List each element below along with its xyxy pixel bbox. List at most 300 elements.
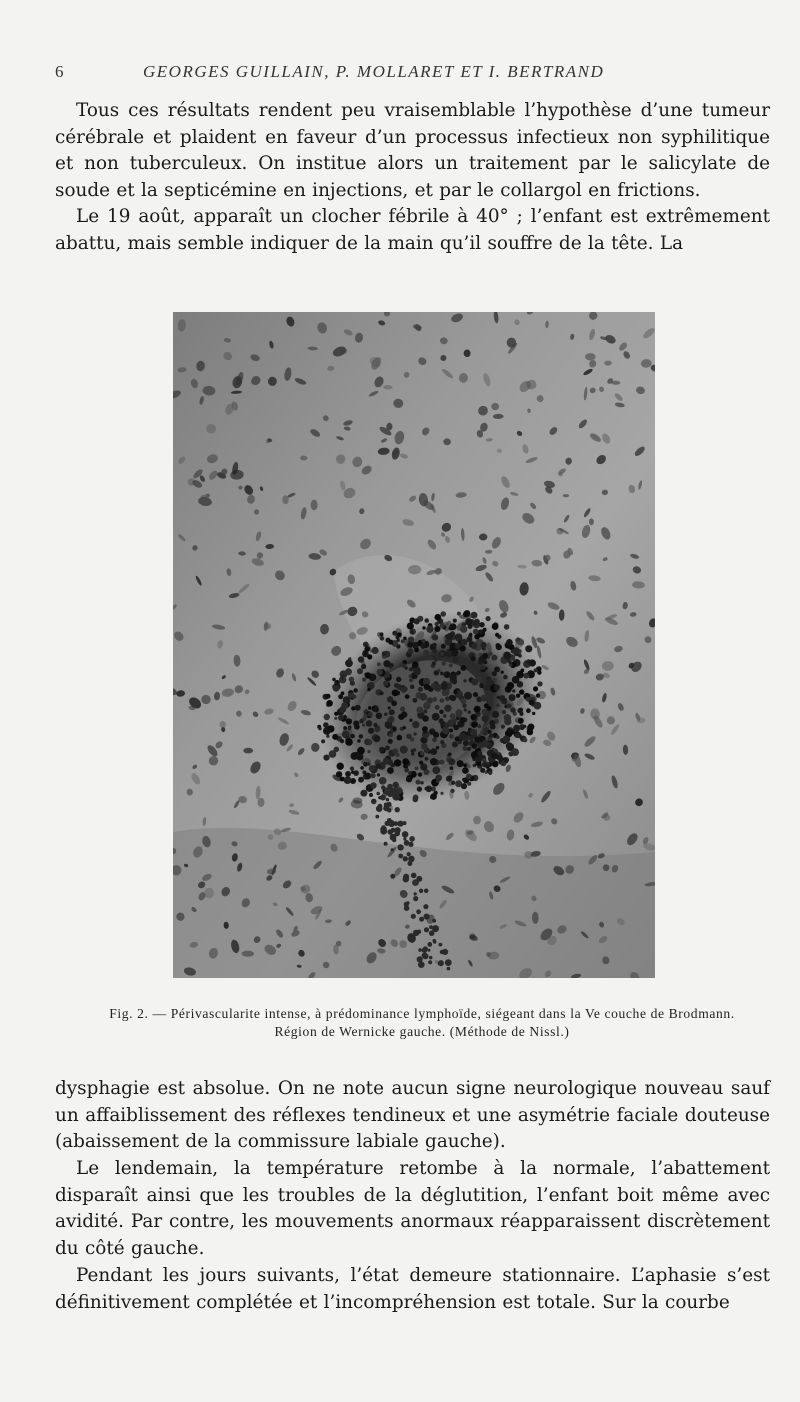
figure-caption-line-1: Fig. 2. — Périvascularite intense, à prédominance lymphoïde, siégeant dans la Ve couche de Brodmann.: [109, 1006, 735, 1021]
lymphocyte-cell: [326, 694, 331, 699]
lymphocyte-cell: [430, 758, 437, 765]
lymphocyte-cell: [446, 657, 449, 660]
lymphocyte-cell: [457, 760, 464, 767]
lymphocyte-cell: [383, 681, 388, 686]
lymphocyte-cell: [471, 612, 478, 619]
lymphocyte-cell: [351, 771, 354, 774]
lymphocyte-cell: [348, 657, 351, 660]
lymphocyte-cell: [334, 680, 340, 686]
lymphocyte-cell: [420, 763, 427, 770]
lymphocyte-cell: [406, 734, 411, 739]
lymphocyte-cell: [477, 724, 481, 728]
micrograph-image: [173, 312, 655, 978]
lymphocyte-cell: [456, 717, 459, 720]
lymphocyte-cell: [464, 610, 471, 617]
lymphocyte-cell: [413, 797, 419, 803]
lymphocyte-cell: [472, 744, 477, 749]
lymphocyte-cell: [353, 688, 357, 692]
lymphocyte-cell: [492, 623, 499, 630]
lymphocyte-cell: [389, 733, 393, 737]
lymphocyte-cell: [448, 776, 452, 780]
lymphocyte-cell: [413, 732, 416, 735]
lymphocyte-cell: [513, 725, 520, 732]
lymphocyte-cell: [483, 628, 487, 632]
lymphocyte-cell: [496, 735, 500, 739]
lymphocyte-cell: [455, 709, 462, 716]
lymphocyte-cell: [471, 679, 478, 686]
lymphocyte-cell: [519, 708, 523, 712]
lymphocyte-cell: [512, 676, 520, 684]
lymphocyte-cell: [453, 690, 457, 694]
lymphocyte-cell: [482, 762, 488, 768]
lymphocyte-cell: [387, 784, 393, 790]
lymphocyte-cell: [474, 634, 480, 640]
lymphocyte-cell: [462, 746, 467, 751]
lymphocyte-cell: [402, 758, 409, 765]
lymphocyte-cell: [473, 692, 478, 697]
lymphocyte-cell: [338, 715, 344, 721]
lymphocyte-cell: [507, 703, 512, 708]
lymphocyte-cell: [444, 722, 450, 728]
paragraph-1: [55, 98, 770, 204]
lymphocyte-cell: [473, 629, 479, 635]
lymphocyte-cell: [419, 889, 423, 893]
lymphocyte-cell: [449, 729, 453, 733]
lymphocyte-cell: [351, 706, 355, 710]
lymphocyte-cell: [501, 671, 504, 674]
lymphocyte-cell: [392, 748, 398, 754]
lymphocyte-cell: [360, 766, 364, 770]
lymphocyte-cell: [368, 706, 372, 710]
lymphocyte-cell: [352, 694, 356, 698]
lymphocyte-cell: [450, 789, 454, 793]
paragraph-2: [55, 204, 770, 257]
lymphocyte-cell: [459, 733, 467, 741]
lymphocyte-cell: [324, 714, 330, 720]
lymphocyte-cell: [419, 693, 427, 701]
lymphocyte-cell: [479, 622, 484, 627]
paragraph-5: [55, 1263, 770, 1316]
lymphocyte-cell: [417, 786, 422, 791]
lymphocyte-cell: [468, 624, 473, 629]
lymphocyte-cell: [496, 644, 502, 650]
lymphocyte-cell: [503, 735, 511, 743]
lymphocyte-cell: [432, 766, 440, 774]
lymphocyte-cell: [520, 669, 524, 673]
lymphocyte-cell: [376, 713, 383, 720]
lymphocyte-cell: [473, 621, 478, 626]
lymphocyte-cell: [366, 720, 372, 726]
lymphocyte-cell: [421, 644, 426, 649]
lymphocyte-cell: [430, 793, 437, 800]
lymphocyte-cell: [376, 792, 380, 796]
lymphocyte-cell: [432, 738, 437, 743]
page-number: 6: [55, 62, 65, 81]
lymphocyte-cell: [403, 874, 409, 880]
lymphocyte-cell: [464, 692, 472, 700]
lymphocyte-cell: [503, 675, 508, 680]
lymphocyte-cell: [480, 642, 486, 648]
lymphocyte-cell: [440, 672, 444, 676]
lymphocyte-cell: [491, 753, 498, 760]
lymphocyte-cell: [334, 712, 338, 716]
running-title: GEORGES GUILLAIN, P. MOLLARET ET I. BERTRAND: [143, 62, 605, 81]
lymphocyte-cell: [412, 661, 419, 668]
lymphocyte-cell: [369, 793, 373, 797]
lymphocyte-cell: [357, 668, 363, 674]
lymphocyte-cell: [413, 748, 417, 752]
lymphocyte-cell: [467, 782, 471, 786]
lymphocyte-cell: [526, 708, 531, 713]
lymphocyte-cell: [350, 734, 355, 739]
lymphocyte-cell: [432, 925, 439, 932]
lymphocyte-cell: [323, 722, 329, 728]
lymphocyte-cell: [379, 747, 384, 752]
lymphocyte-cell: [529, 659, 536, 666]
lymphocyte-cell: [362, 717, 366, 721]
lymphocyte-cell: [450, 623, 457, 630]
lymphocyte-cell: [424, 914, 430, 920]
lymphocyte-cell: [362, 724, 365, 727]
lymphocyte-cell: [411, 873, 417, 879]
lymphocyte-cell: [428, 949, 431, 952]
lymphocyte-cell: [396, 677, 401, 682]
lymphocyte-cell: [461, 639, 468, 646]
lymphocyte-cell: [497, 635, 501, 639]
lymphocyte-cell: [359, 734, 364, 739]
lymphocyte-cell: [341, 691, 345, 695]
lymphocyte-cell: [345, 659, 353, 667]
lymphocyte-cell: [483, 695, 486, 698]
lymphocyte-cell: [442, 949, 448, 955]
lymphocyte-cell: [378, 804, 383, 809]
lymphocyte-cell: [423, 702, 431, 710]
lymphocyte-cell: [383, 758, 390, 765]
lymphocyte-cell: [341, 675, 345, 679]
lymphocyte-cell: [434, 626, 440, 632]
lymphocyte-cell: [404, 902, 409, 907]
lymphocyte-cell: [368, 728, 374, 734]
lymphocyte-cell: [346, 718, 352, 724]
lymphocyte-cell: [392, 689, 399, 696]
lymphocyte-cell: [340, 739, 344, 743]
lymphocyte-cell: [452, 656, 458, 662]
lymphocyte-cell: [421, 743, 428, 750]
lymphocyte-cell: [450, 695, 456, 701]
lymphocyte-cell: [450, 766, 454, 770]
lymphocyte-cell: [534, 702, 542, 710]
lymphocyte-cell: [463, 740, 469, 746]
lymphocyte-cell: [520, 712, 524, 716]
lymphocyte-cell: [414, 618, 420, 624]
lymphocyte-cell: [436, 746, 439, 749]
lymphocyte-cell: [493, 678, 497, 682]
lymphocyte-cell: [423, 710, 427, 714]
lymphocyte-cell: [455, 643, 461, 649]
lymphocyte-cell: [453, 619, 457, 623]
lymphocyte-cell: [510, 707, 516, 713]
lymphocyte-cell: [486, 679, 493, 686]
lymphocyte-cell: [494, 685, 500, 691]
lymphocyte-cell: [380, 826, 387, 833]
lymphocyte-cell: [432, 643, 436, 647]
lymphocyte-cell: [479, 683, 484, 688]
lymphocyte-cell: [423, 729, 427, 733]
lymphocyte-cell: [387, 767, 394, 774]
lymphocyte-cell: [434, 658, 438, 662]
lymphocyte-cell: [377, 662, 381, 666]
lymphocyte-cell: [421, 639, 425, 643]
lymphocyte-cell: [348, 727, 352, 731]
lymphocyte-cell: [396, 636, 400, 640]
lymphocyte-cell: [403, 726, 406, 729]
lymphocyte-cell: [516, 637, 520, 641]
lymphocyte-cell: [418, 772, 422, 776]
lymphocyte-cell: [388, 706, 391, 709]
lymphocyte-cell: [471, 643, 478, 650]
lymphocyte-cell: [414, 892, 417, 895]
lymphocyte-cell: [409, 719, 412, 722]
lymphocyte-cell: [445, 959, 452, 966]
lymphocyte-cell: [387, 791, 393, 797]
lymphocyte-cell: [448, 753, 452, 757]
lymphocyte-cell: [514, 733, 519, 738]
lymphocyte-cell: [374, 727, 380, 733]
lymphocyte-cell: [414, 668, 421, 675]
lymphocyte-cell: [473, 764, 477, 768]
lymphocyte-cell: [506, 742, 513, 749]
lymphocyte-cell: [497, 696, 500, 699]
lymphocyte-cell: [403, 637, 407, 641]
lymphocyte-cell: [447, 967, 451, 971]
lymphocyte-cell: [345, 668, 352, 675]
lymphocyte-cell: [380, 636, 385, 641]
lymphocyte-cell: [435, 622, 439, 626]
lymphocyte-cell: [446, 633, 453, 640]
lymphocyte-cell: [430, 657, 434, 661]
lymphocyte-cell: [345, 738, 353, 746]
lymphocyte-cell: [407, 622, 414, 629]
lymphocyte-cell: [397, 844, 403, 850]
lymphocyte-cell: [492, 711, 499, 718]
lymphocyte-cell: [419, 917, 424, 922]
lymphocyte-cell: [446, 698, 449, 701]
lymphocyte-cell: [344, 776, 352, 784]
lymphocyte-cell: [397, 821, 403, 827]
lymphocyte-cell: [441, 644, 446, 649]
lymphocyte-cell: [440, 652, 444, 656]
lymphocyte-cell: [426, 626, 433, 633]
lymphocyte-cell: [418, 961, 425, 968]
lymphocyte-cell: [433, 732, 439, 738]
lymphocyte-cell: [424, 618, 429, 623]
lymphocyte-cell: [416, 780, 421, 785]
lymphocyte-cell: [512, 689, 515, 692]
lymphocyte-cell: [395, 807, 400, 812]
lymphocyte-cell: [533, 686, 538, 691]
lymphocyte-cell: [407, 642, 413, 648]
lymphocyte-cell: [387, 808, 392, 813]
paragraph-4: [55, 1156, 770, 1262]
lymphocyte-cell: [481, 715, 488, 722]
lymphocyte-cell: [427, 942, 432, 947]
lymphocyte-cell: [536, 693, 540, 697]
lymphocyte-cell: [523, 738, 528, 743]
paragraph-2-text: Le 19 août, apparaît un clocher fébrile à 40° ; l’enfant est extrêmement abattu, mais semble indiquer de la main qu’il souffre de la tête. La: [55, 206, 770, 254]
lymphocyte-cell: [413, 698, 418, 703]
lymphocyte-cell: [374, 735, 381, 742]
lymphocyte-cell: [351, 752, 359, 760]
lymphocyte-cell: [323, 727, 331, 735]
paragraph-5-text: Pendant les jours suivants, l’état demeure stationnaire. L’aphasie s’est définitivement complétée et l’incompréhension est totale. Sur la courbe: [55, 1265, 770, 1313]
lymphocyte-cell: [371, 773, 376, 778]
lymphocyte-cell: [439, 943, 443, 947]
lymphocyte-cell: [333, 685, 340, 692]
lymphocyte-cell: [440, 698, 445, 703]
lymphocyte-cell: [357, 739, 361, 743]
lymphocyte-cell: [331, 751, 335, 755]
lymphocyte-cell: [439, 718, 444, 723]
lymphocyte-cell: [439, 710, 444, 715]
lymphocyte-cell: [432, 634, 438, 640]
lymphocyte-cell: [507, 682, 514, 689]
lymphocyte-cell: [394, 827, 400, 833]
lymphocyte-cell: [474, 737, 480, 743]
lymphocyte-cell: [420, 751, 424, 755]
lymphocyte-cell: [482, 653, 488, 659]
lymphocyte-cell: [400, 746, 408, 754]
lymphocyte-cell: [470, 729, 477, 736]
lymphocyte-cell: [529, 700, 535, 706]
lymphocyte-cell: [379, 777, 387, 785]
lymphocyte-cell: [462, 767, 469, 774]
lymphocyte-cell: [393, 782, 399, 788]
lymphocyte-cell: [460, 625, 467, 632]
lymphocyte-cell: [368, 712, 373, 717]
texture-cell: [243, 748, 253, 754]
lymphocyte-cell: [491, 655, 497, 661]
lymphocyte-cell: [490, 724, 496, 730]
lymphocyte-cell: [519, 689, 524, 694]
lymphocyte-cell: [403, 687, 408, 692]
lymphocyte-cell: [391, 848, 394, 851]
lymphocyte-cell: [380, 795, 386, 801]
running-header: [55, 62, 755, 88]
lymphocyte-cell: [413, 896, 418, 901]
lymphocyte-cell: [410, 685, 414, 689]
lymphocyte-cell: [424, 889, 429, 894]
lymphocyte-cell: [518, 654, 522, 658]
lymphocyte-cell: [398, 854, 403, 859]
lymphocyte-cell: [362, 651, 369, 658]
figure-caption: [72, 1005, 772, 1041]
lymphocyte-cell: [332, 734, 338, 740]
lymphocyte-cell: [506, 639, 513, 646]
lymphocyte-cell: [504, 718, 511, 725]
lymphocyte-cell: [431, 652, 435, 656]
lymphocyte-cell: [387, 829, 393, 835]
lymphocyte-cell: [372, 647, 379, 654]
lymphocyte-cell: [326, 734, 329, 737]
lymphocyte-cell: [518, 718, 524, 724]
lymphocyte-cell: [440, 740, 444, 744]
lymphocyte-cell: [337, 763, 344, 770]
lymphocyte-cell: [408, 842, 413, 847]
lymphocyte-cell: [455, 634, 463, 642]
lymphocyte-cell: [407, 852, 411, 856]
lymphocyte-cell: [393, 727, 396, 730]
lymphocyte-cell: [366, 739, 372, 745]
lymphocyte-cell: [389, 709, 395, 715]
lymphocyte-cell: [471, 722, 477, 728]
lymphocyte-cell: [501, 698, 507, 704]
lymphocyte-cell: [384, 803, 389, 808]
lymphocyte-cell: [486, 616, 491, 621]
lymphocyte-cell: [357, 747, 365, 755]
lymphocyte-cell: [507, 728, 512, 733]
lymphocyte-cell: [370, 782, 376, 788]
lymphocyte-cell: [380, 691, 384, 695]
lymphocyte-cell: [426, 786, 433, 793]
lymphocyte-cell: [388, 640, 393, 645]
lymphocyte-cell: [388, 739, 393, 744]
lymphocyte-cell: [423, 650, 429, 656]
lymphocyte-cell: [487, 706, 492, 711]
lymphocyte-cell: [496, 704, 499, 707]
lymphocyte-cell: [433, 939, 436, 942]
lymphocyte-cell: [374, 723, 378, 727]
lymphocyte-cell: [394, 759, 401, 766]
lymphocyte-cell: [365, 672, 371, 678]
lymphocyte-cell: [434, 684, 442, 692]
lymphocyte-cell: [504, 757, 509, 762]
lymphocyte-cell: [385, 746, 390, 751]
lymphocyte-cell: [489, 734, 493, 738]
lymphocyte-cell: [388, 716, 395, 723]
paragraph-3-text: dysphagie est absolue. On ne note aucun signe neurologique nouveau sauf un affaiblissement des réflexes tendineux et une asymétrie faciale douteuse (abaissement de la commissure labiale gauche).: [55, 1078, 770, 1153]
lymphocyte-cell: [435, 775, 442, 782]
lymphocyte-cell: [501, 725, 505, 729]
lymphocyte-cell: [460, 717, 466, 723]
lymphocyte-cell: [404, 768, 409, 773]
lymphocyte-cell: [461, 665, 467, 671]
lymphocyte-cell: [408, 648, 414, 654]
lymphocyte-cell: [511, 649, 515, 653]
lymphocyte-cell: [474, 706, 481, 713]
lymphocyte-cell: [381, 785, 385, 789]
lymphocyte-cell: [423, 904, 428, 909]
lymphocyte-cell: [334, 747, 340, 753]
lymphocyte-cell: [504, 624, 510, 630]
lymphocyte-cell: [389, 665, 393, 669]
paragraph-4-text: Le lendemain, la température retombe à la normale, l’abattement disparaît ainsi que les troubles de la déglutition, l’enfant boit même avec avidité. Par contre, les mouvements anormaux réapparaissent discrètement du côté gauche.: [55, 1158, 770, 1259]
lymphocyte-cell: [471, 656, 476, 661]
lymphocyte-cell: [367, 688, 370, 691]
lymphocyte-cell: [449, 734, 453, 738]
micrograph-figure: [173, 312, 655, 978]
lymphocyte-cell: [450, 713, 456, 719]
lymphocyte-cell: [358, 656, 365, 663]
lymphocyte-cell: [339, 706, 346, 713]
lymphocyte-cell: [323, 755, 329, 761]
lymphocyte-cell: [481, 740, 489, 748]
lymphocyte-cell: [362, 770, 366, 774]
lymphocyte-cell: [396, 684, 402, 690]
lymphocyte-cell: [428, 960, 432, 964]
lymphocyte-cell: [413, 930, 419, 936]
lymphocyte-cell: [420, 781, 423, 784]
lymphocyte-cell: [429, 956, 433, 960]
